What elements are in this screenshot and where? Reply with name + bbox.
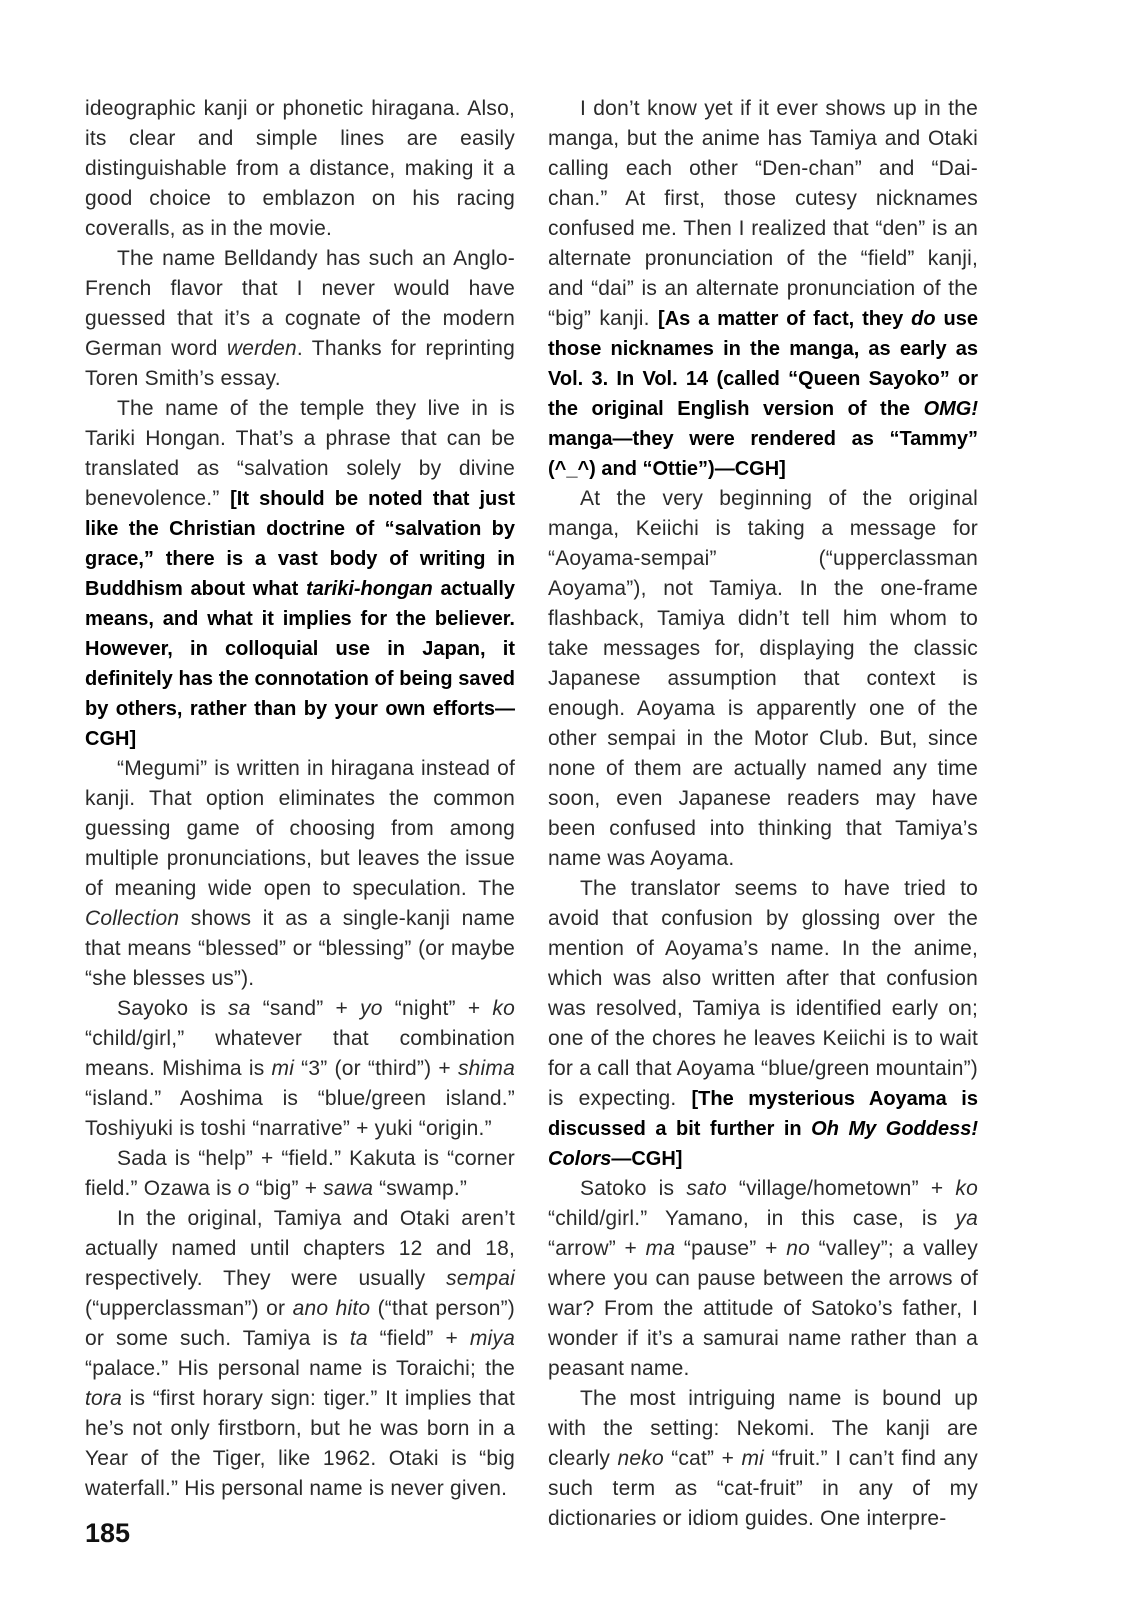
text-run: “island.” Aoshima is “blue/green island.” Toshiyuki is toshi “narrative” + yuki “origin.”	[85, 1087, 515, 1140]
text-run: “fruit.” I can’t find any such term as “cat-fruit” in any of my dictionaries or idiom guides. One interpre-	[548, 1447, 978, 1530]
text-run: The translator seems to have tried to avoid that confusion by glossing over the mention of Aoyama’s name. In the anime, which was also written after that confusion was resolved, Tamiya is identified early on; one of the chores he leaves Keiichi is to wait for a call that Aoyama “blue/green mountain”) is expecting.	[548, 877, 978, 1110]
text-run: Sayoko is	[117, 997, 229, 1020]
note-text: [As a matter of fact, they	[658, 308, 912, 330]
text-run: The name of the temple they live in is Tariki Hongan. That’s a phrase that can be translated as “salvation solely by divine benevolence.”	[85, 397, 515, 510]
italic-term: ta	[349, 1327, 368, 1350]
italic-term: no	[786, 1237, 810, 1260]
italic-term: mi	[271, 1057, 295, 1080]
paragraph	[548, 1174, 978, 1384]
note-text: use those nicknames in the manga, as early as Vol. 3. In Vol. 14 (called “Queen Sayoko” or the original English version of the	[548, 308, 978, 420]
italic-term: sawa	[323, 1177, 374, 1200]
italic-term: ma	[645, 1237, 676, 1260]
italic-term: shima	[457, 1057, 515, 1080]
italic-term: do	[911, 308, 936, 330]
text-run: “child/girl.” Yamano, in this case, is	[548, 1207, 956, 1230]
italic-term: tariki-hongan	[306, 578, 433, 600]
text-run: “night” +	[382, 997, 493, 1020]
italic-term: ya	[955, 1207, 978, 1230]
italic-term: ko	[955, 1177, 978, 1200]
italic-term: sa	[228, 997, 251, 1020]
text-run: . Thanks for reprinting Toren Smith’s essay.	[85, 337, 515, 390]
paragraph	[548, 94, 978, 484]
text-run: “pause” +	[675, 1237, 787, 1260]
text-run: (“that person”) or some such. Tamiya is	[85, 1297, 515, 1350]
text-run: “swamp.”	[373, 1177, 468, 1200]
right-column	[548, 94, 978, 1534]
italic-term: OMG!	[923, 398, 978, 420]
italic-term: yo	[360, 997, 383, 1020]
italic-term: tora	[85, 1387, 122, 1410]
paragraph	[85, 994, 515, 1144]
text-run: “cat” +	[663, 1447, 742, 1470]
text-run: “child/girl,” whatever that combination means. Mishima is	[85, 1027, 515, 1080]
text-run: “valley”; a valley where you can pause between the arrows of war? From the attitude of Satoko’s father, I wonder if it’s a samurai name rather than a peasant name.	[548, 1237, 979, 1380]
text-run: The most intriguing name is bound up with the setting: Nekomi. The kanji are clearly	[548, 1387, 978, 1470]
italic-term: Collection	[85, 907, 180, 930]
text-run: The name Belldandy has such an Anglo-French flavor that I never would have guessed that it’s a cognate of the modern German word	[85, 247, 515, 360]
paragraph: ideographic kanji or phonetic hiragana. Also, its clear and simple lines are easily distinguishable from a distance, making it a good choice to emblazon on his racing coveralls, as in the movie.	[85, 97, 515, 240]
text-run: “Megumi” is written in hiragana instead of kanji. That option eliminates the common guessing game of choosing from among multiple pronunciations, but leaves the issue of meaning wide open to speculation. The	[85, 757, 515, 900]
note-text: manga—they were rendered as “Tammy” (^_^) and “Ottie”)—CGH]	[548, 428, 978, 480]
text-run: (“upperclassman”) or	[85, 1297, 293, 1320]
text-run: In the original, Tamiya and Otaki aren’t actually named until chapters 12 and 18, respectively. They were usually	[85, 1207, 515, 1290]
text-run: “field” +	[367, 1327, 470, 1350]
paragraph: At the very beginning of the original manga, Keiichi is taking a message for “Aoyama-sempai” (“upperclassman Aoyama”), not Tamiya. In the one-frame flashback, Tamiya didn’t tell him whom to take messages for, displaying the classic Japanese assumption that context is enough. Aoyama is apparently one of the other sempai in the Motor Club. But, since none of them are actually named any time soon, even Japanese readers may have been confused into thinking that Tamiya’s name was Aoyama.	[548, 487, 978, 870]
italic-term: miya	[469, 1327, 515, 1350]
paragraph	[548, 874, 978, 1174]
italic-term: sempai	[446, 1267, 515, 1290]
editor-note	[548, 308, 978, 480]
left-column	[85, 94, 515, 1504]
italic-term: Oh My Goddess! Colors	[548, 1118, 978, 1170]
text-run: “big” +	[249, 1177, 324, 1200]
italic-term: mi	[741, 1447, 765, 1470]
text-run: shows it as a single-kanji name that means “blessed” or “blessing” (or maybe “she blesses us”).	[85, 907, 515, 990]
italic-term: ko	[492, 997, 515, 1020]
note-text: actually means, and what it implies for the believer. However, in colloquial use in Japan, it definitely has the connotation of being saved by others, rather than by your own efforts—CGH]	[85, 578, 515, 750]
italic-term: o	[237, 1177, 250, 1200]
paragraph	[85, 1144, 515, 1204]
paragraph	[85, 754, 515, 994]
text-run: “village/hometown” +	[726, 1177, 956, 1200]
text-run: I don’t know yet if it ever shows up in the manga, but the anime has Tamiya and Otaki calling each other “Den-chan” and “Dai-chan.” At first, those cutesy nicknames confused me. Then I realized that “den” is an alternate pronunciation of the “field” kanji, and “dai” is an alternate pronunciation of the “big” kanji.	[548, 97, 978, 330]
italic-term: sato	[686, 1177, 727, 1200]
paragraph	[85, 1204, 515, 1504]
italic-term: werden	[226, 337, 297, 360]
text-run: “arrow” +	[548, 1237, 646, 1260]
page-number: 185	[85, 1518, 131, 1548]
text-run: Satoko is	[580, 1177, 687, 1200]
text-run: Sada is “help” + “field.” Kakuta is “corner field.” Ozawa is	[85, 1147, 515, 1200]
note-text: [The mysterious Aoyama is discussed a bit further in	[548, 1088, 978, 1140]
note-text: [It should be noted that just like the Christian doctrine of “salvation by grace,” there is a vast body of writing in Buddhism about what	[85, 488, 516, 600]
editor-note	[85, 488, 515, 750]
text-run: is “first horary sign: tiger.” It implies that he’s not only firstborn, but he was born in a Year of the Tiger, like 1962. Otaki is “big waterfall.” His personal name is never given.	[85, 1387, 515, 1500]
paragraph	[85, 394, 515, 754]
italic-term: ano hito	[292, 1297, 371, 1320]
text-run: “3” (or “third”) +	[294, 1057, 458, 1080]
italic-term: neko	[617, 1447, 664, 1470]
note-text: —CGH]	[611, 1148, 683, 1170]
text-run: “sand” +	[250, 997, 361, 1020]
text-run: “palace.” His personal name is Toraichi; the	[85, 1357, 515, 1380]
paragraph	[85, 244, 515, 394]
paragraph	[548, 1384, 978, 1534]
